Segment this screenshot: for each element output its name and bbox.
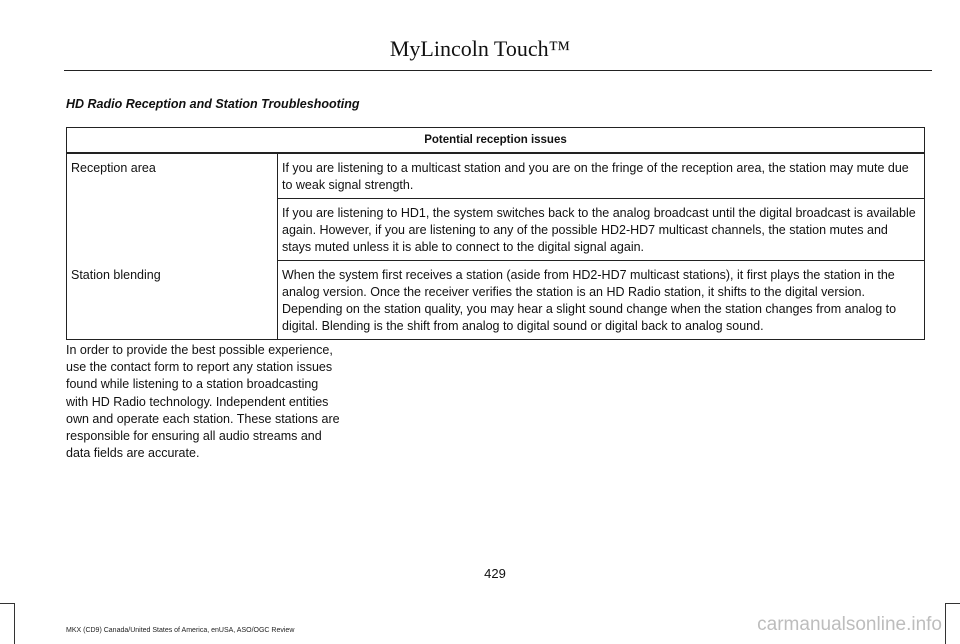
page-number: 429 [484, 566, 506, 581]
page-header-title: MyLincoln Touch™ [389, 36, 571, 61]
section-heading: HD Radio Reception and Station Troubleshooting [66, 97, 360, 111]
body-paragraph: In order to provide the best possible experience, use the contact form to report any station issues found while listening to a station broadcasting with HD Radio technology. Independent entities own and operate each station. These stations are responsible for ensuring all audio streams and data fields are accurate. [66, 343, 340, 461]
table-row [67, 153, 925, 199]
crop-mark-right [945, 603, 960, 644]
table-header-row [67, 128, 925, 154]
watermark-text: carmanualsonline.info [757, 614, 942, 635]
table-row [67, 261, 925, 340]
table-header-cell: Potential reception issues [67, 128, 925, 154]
table-cell-category: Station blending [67, 261, 278, 340]
footer-doc-info: MKX (CD9) Canada/United States of America, enUSA, ASO/OGC Review [66, 627, 295, 634]
crop-mark-left [0, 603, 15, 644]
table-cell-category: Reception area [67, 153, 278, 261]
table-cell-description: If you are listening to a multicast station and you are on the fringe of the reception area, the station may mute due to weak signal strength. [278, 153, 925, 199]
table-cell-description: If you are listening to HD1, the system switches back to the analog broadcast until the digital broadcast is available again. However, if you are listening to any of the possible HD2-HD7 multicast channels, the station mutes and stays muted unless it is able to connect to the digital signal again. [278, 199, 925, 261]
reception-issues-table [66, 127, 925, 340]
header-divider [64, 70, 932, 71]
table-cell-description: When the system first receives a station (aside from HD2-HD7 multicast stations), it first plays the station in the analog version. Once the receiver verifies the station is an HD Radio station, it shifts to the digital version. Depending on the station quality, you may hear a slight sound change when the station changes from analog to digital. Blending is the shift from analog to digital sound or digital back to analog sound. [278, 261, 925, 340]
